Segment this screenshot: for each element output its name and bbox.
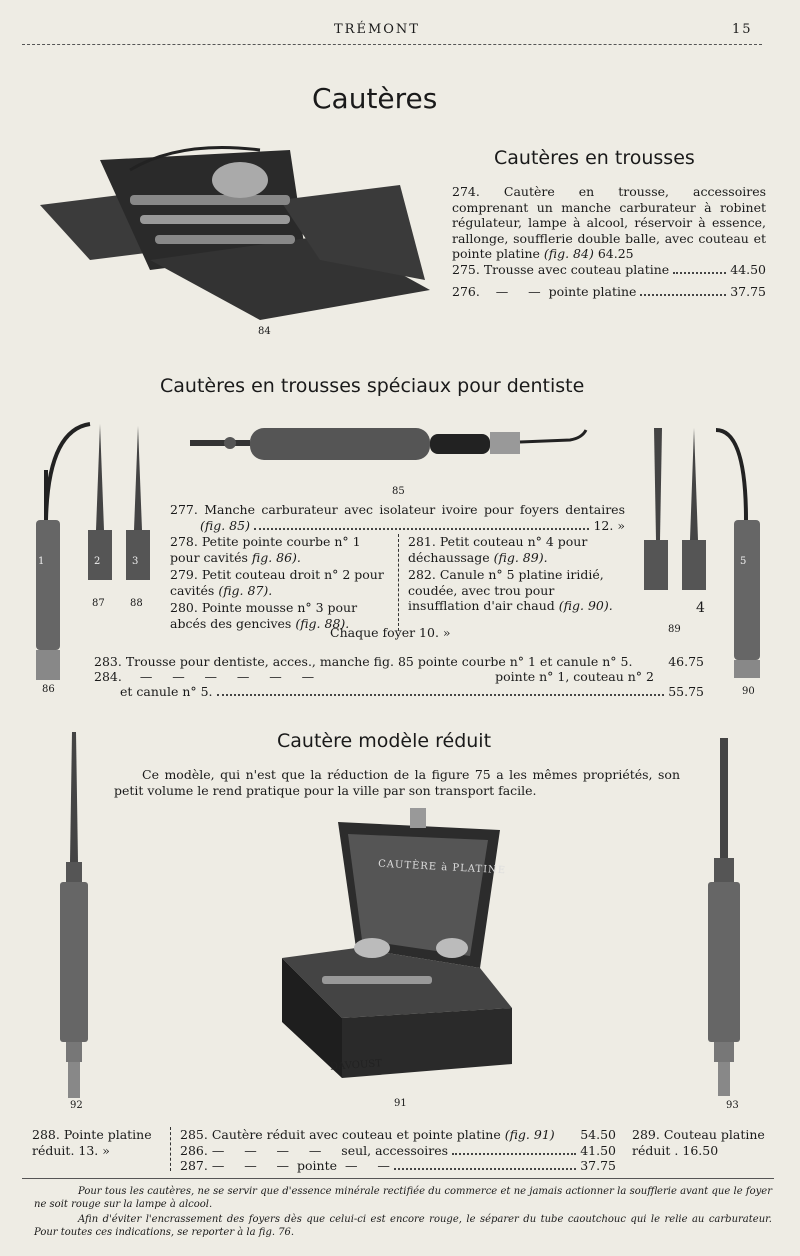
item-286-price: 41.50 (580, 1142, 616, 1158)
item-278-figref: fig. 86). (251, 549, 301, 565)
figure-90-label: 90 (742, 686, 755, 697)
item-283-price: 46.75 (668, 654, 704, 669)
section-title-reduit: Cautère modèle réduit (277, 730, 492, 752)
item-283-number: 283. (94, 654, 122, 669)
page-header-title: TRÉMONT (334, 22, 420, 37)
item-287-description: — — — pointe — — (211, 1158, 390, 1173)
section-reduit-paragraph: Ce modèle, qui n'est que la réduction de la figure 75 a les mêmes propriétés, son petit volume le rend pratique pour la ville par son transport facile. (114, 767, 680, 798)
item-278-description: Petite pointe courbe n° 1 pour cavités (170, 534, 361, 565)
instrument-3-label: 3 (132, 556, 139, 567)
item-285-figref: (fig. 91) (504, 1127, 555, 1142)
figure-92-cautery-illustration (50, 732, 100, 1102)
item-277-number: 277. (170, 502, 198, 517)
figure-84-kit-illustration (30, 140, 440, 330)
divider-left (170, 1127, 171, 1171)
items-278-280 (170, 534, 399, 631)
figure-93-cautery-illustration (700, 738, 750, 1098)
figure-93-label: 93 (726, 1100, 739, 1111)
item-276-number: 276. (452, 284, 480, 299)
item-275-description: Trousse avec couteau platine (483, 262, 670, 277)
item-276-description: — — pointe platine (495, 284, 637, 299)
item-284-line1 (94, 669, 654, 685)
item-289-price: 16.50 (682, 1142, 719, 1158)
item-284-description-1: pointe n° 1, couteau n° 2 (495, 669, 654, 684)
item-287-number: 287. (180, 1158, 208, 1173)
section-title-trousses: Cautères en trousses (494, 147, 695, 169)
item-277-figref: (fig. 85) (200, 517, 250, 533)
figure-85-handle-illustration (190, 420, 590, 470)
item-277-price: 12. » (593, 517, 625, 533)
item-284-price: 55.75 (668, 684, 704, 699)
instrument-4-label: 4 (696, 600, 705, 616)
items-281-282 (408, 534, 626, 614)
item-284-line2 (120, 684, 704, 700)
item-283-description: Trousse pour dentiste, acces., manche fig. 85 pointe courbe n° 1 et canule n° 5. (125, 654, 633, 669)
item-288 (32, 1127, 166, 1158)
item-275-price: 44.50 (730, 262, 766, 277)
item-274-description: Cautère en trousse, accessoires comprenant un manche carburateur à robinet régulateur, lampe à alcool, réservoir à essence, rallonge, soufflerie double balle, avec couteau et pointe platine (452, 184, 766, 261)
figure-85-label: 85 (392, 486, 405, 497)
item-288-price: 13. » (78, 1142, 110, 1158)
item-281-figref: (fig. 89). (493, 549, 548, 565)
item-281-description: Petit couteau n° 4 pour déchaussage (408, 534, 588, 565)
item-275 (452, 262, 766, 278)
figure-84-label: 84 (258, 326, 271, 337)
figure-88-label: 88 (130, 598, 143, 609)
item-282-number: 282. (408, 567, 436, 582)
item-274-price: 64.25 (597, 246, 634, 261)
item-276 (452, 284, 766, 300)
item-275-number: 275. (452, 262, 480, 277)
item-285-description: Cautère réduit avec couteau et pointe platine (211, 1127, 501, 1142)
item-289-description: Couteau platine réduit . (632, 1127, 765, 1158)
chaque-foyer-price: Chaque foyer 10. » (330, 625, 451, 640)
page-number: 15 (732, 22, 753, 37)
item-280-number: 280. (170, 600, 198, 615)
figure-86-label: 86 (42, 684, 55, 695)
footnote-paragraph-1: Pour tous les cautères, ne se servir que d'essence minérale rectifiée du commerce et ne jamais actionner la soufflerie avant que le foyer ne soit rouge sur la lampe à alcool. (34, 1186, 772, 1210)
item-284-description-2: et canule n° 5. (120, 684, 213, 699)
page-title: Cautères (312, 82, 438, 115)
item-289-number: 289. (632, 1127, 660, 1142)
engraver-signature: DAVOUST (329, 1058, 383, 1073)
item-288-number: 288. (32, 1127, 60, 1142)
item-279-figref: (fig. 87). (218, 582, 273, 598)
header-rule (22, 44, 762, 45)
section-title-dentiste: Cautères en trousses spéciaux pour dentiste (160, 375, 585, 397)
instrument-2-label: 2 (94, 556, 101, 567)
item-285-price: 54.50 (580, 1127, 616, 1142)
item-282-figref: (fig. 90). (558, 598, 613, 613)
figure-91-label: 91 (394, 1098, 407, 1109)
figure-87-label: 87 (92, 598, 105, 609)
item-278-number: 278. (170, 534, 198, 549)
figure-89-label: 89 (668, 624, 681, 635)
item-277-description: Manche carburateur avec isolateur ivoire pour foyers dentaires (204, 502, 625, 517)
item-274-figref: (fig. 84) (543, 246, 594, 261)
item-288-description: Pointe platine réduit. (32, 1127, 152, 1158)
item-274-number: 274. (452, 184, 480, 199)
instrument-1-label: 1 (38, 556, 45, 567)
item-282-description: Canule n° 5 platine iridié, coudée, avec trou pour insufflation d'air chaud (408, 567, 604, 613)
box-lid-label: CAUTÈRE à PLATINE (377, 858, 507, 877)
item-280-figref: (fig. 88). (295, 615, 350, 631)
item-287-price: 37.75 (580, 1158, 616, 1173)
item-285-number: 285. (180, 1127, 208, 1142)
figure-91-box-illustration (262, 808, 528, 1092)
item-286-description: — — — — seul, accessoires (211, 1142, 449, 1158)
item-276-price: 37.75 (730, 284, 766, 299)
items-285-287 (180, 1127, 616, 1174)
item-284-dashes: — — — — — — (139, 669, 315, 684)
item-274 (452, 184, 766, 262)
item-286-number: 286. (180, 1142, 208, 1158)
item-279-description: Petit couteau droit n° 2 pour cavités (170, 567, 384, 598)
item-277 (170, 502, 625, 533)
item-279-number: 279. (170, 567, 198, 582)
figures-86-88-dental-tips (30, 420, 165, 690)
item-289 (632, 1127, 774, 1158)
figures-89-90-dental-tips (636, 420, 776, 690)
figure-92-label: 92 (70, 1100, 83, 1111)
footnote-paragraph-2: Afin d'éviter l'encrassement des foyers dès que celui-ci est encore rouge, le séparer du tube caoutchouc qui le relie au carburateur. Pour toutes ces indications, se reporter à la fig. 76. (34, 1214, 772, 1238)
instrument-5-label: 5 (740, 556, 747, 567)
item-280-description: Pointe mousse n° 3 pour abcés des gencives (170, 600, 358, 631)
item-281-number: 281. (408, 534, 436, 549)
item-284-number: 284. (94, 669, 122, 684)
item-283 (94, 654, 704, 670)
footnote-rule (22, 1178, 774, 1179)
